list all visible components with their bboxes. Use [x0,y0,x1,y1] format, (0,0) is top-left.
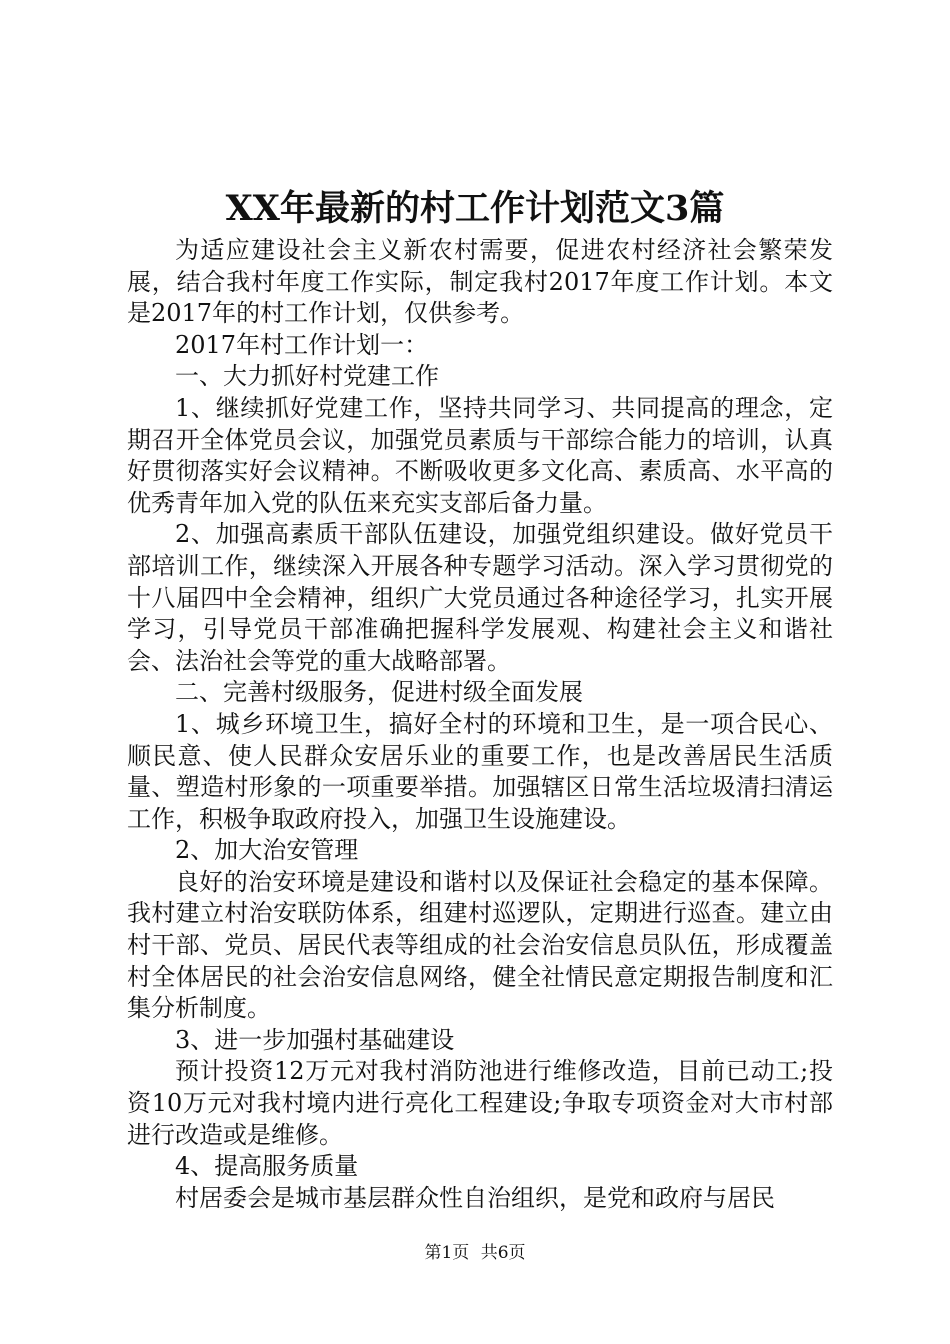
intro-paragraph: 为适应建设社会主义新农村需要，促进农村经济社会繁荣发展，结合我村年度工作实际，制定我村2017年度工作计划。本文是2017年的村工作计划，仅供参考。 [127,236,833,328]
subheading-infrastructure: 3、进一步加强村基础建设 [175,1025,455,1054]
paragraph-service-quality: 村居委会是城市基层群众性自治组织，是党和政府与居民 [175,1183,775,1212]
paragraph-party-work: 1、继续抓好党建工作，坚持共同学习、共同提高的理念，定期召开全体党员会议，加强党员素质与干部综合能力的培训，认真好贯彻落实好会议精神。不断吸收更多文化高、素质高、水平高的优秀青年加入党的队伍来充实支部后备力量。 [127,393,833,517]
document-body [127,235,833,1214]
page-number: 第1页 [424,1243,470,1263]
plan-one-heading: 2017年村工作计划一： [175,330,429,359]
paragraph-environment: 1、城乡环境卫生，搞好全村的环境和卫生，是一项合民心、顺民意、使人民群众安居乐业的重要工作，也是改善居民生活质量、塑造村形象的一项重要举措。加强辖区日常生活垃圾清扫清运工作，积极争取政府投入，加强卫生设施建设。 [127,709,833,833]
section-heading-party-building: 一、大力抓好村党建工作 [175,362,439,391]
subheading-service-quality: 4、提高服务质量 [175,1152,359,1181]
section-heading-village-services: 二、完善村级服务，促进村级全面发展 [175,678,583,707]
page-footer [0,1241,950,1265]
subheading-public-security: 2、加大治安管理 [175,836,359,865]
document-title: XX年最新的村工作计划范文3篇 [225,188,725,229]
paragraph-infrastructure: 预计投资12万元对我村消防池进行维修改造，目前已动工;投资10万元对我村境内进行亮化工程建设;争取专项资金对大市村部进行改造或是维修。 [127,1057,833,1149]
paragraph-public-security: 良好的治安环境是建设和谐村以及保证社会稳定的基本保障。我村建立村治安联防体系，组建村巡逻队，定期进行巡查。建立由村干部、党员、居民代表等组成的社会治安信息员队伍，形成覆盖村全体居民的社会治安信息网络，健全社情民意定期报告制度和汇集分析制度。 [127,867,833,1023]
page-total: 共6页 [480,1243,526,1263]
paragraph-cadre-team: 2、加强高素质干部队伍建设，加强党组织建设。做好党员干部培训工作，继续深入开展各种专题学习活动。深入学习贯彻党的十八届四中全会精神，组织广大党员通过各种途径学习，扎实开展学习，引导党员干部准确把握科学发展观、构建社会主义和谐社会、法治社会等党的重大战略部署。 [127,520,833,675]
